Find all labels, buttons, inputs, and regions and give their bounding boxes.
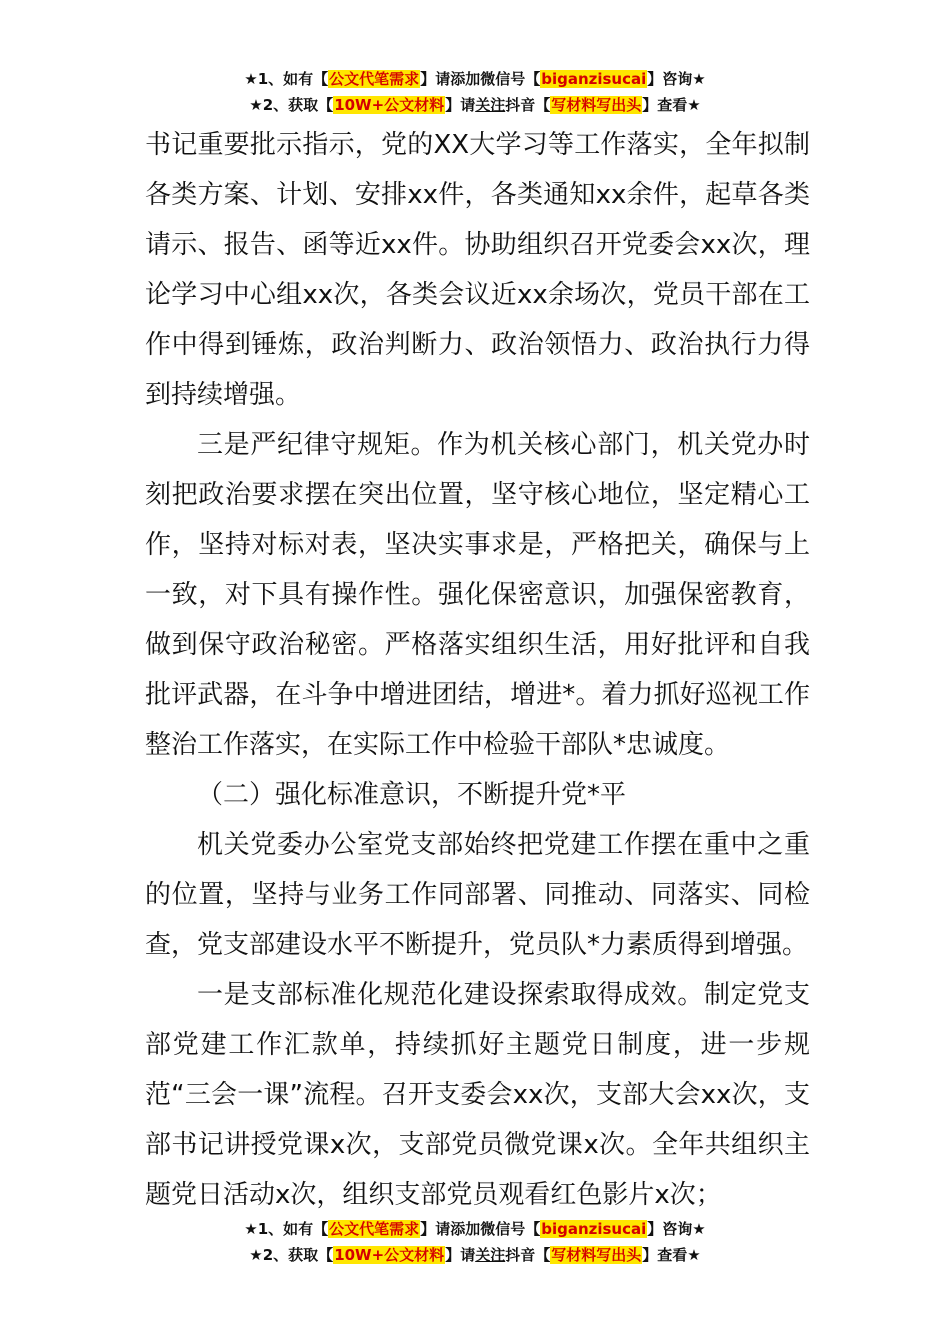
banner-text: ★1、如有【 (244, 70, 329, 88)
banner-text: 抖音【 (505, 1246, 551, 1264)
banner-underline: 关注 (475, 1246, 506, 1264)
banner-text: ★2、获取【 (249, 1246, 334, 1264)
paragraph-4: 一是支部标准化规范化建设探索取得成效。制定党支部党建工作汇款单，持续抓好主题党日制度，进一步规范“三会一课”流程。召开支委会xx次，支部大会xx次，支部书记讲授党课x次，支部党员微党课x次。全年共组织主题党日活动x次，组织支部党员观看红色影片x次； (145, 980, 810, 1210)
banner-highlight: 写材料写出头 (551, 1246, 642, 1264)
banner-highlight: 写材料写出头 (551, 96, 642, 114)
banner-line-2 (0, 1242, 950, 1268)
banner-highlight: biganzisucai (541, 1220, 647, 1238)
document-body (145, 120, 810, 1220)
banner-highlight: 10W+公文材料 (334, 1246, 445, 1264)
header-banner (0, 66, 950, 118)
banner-text: 】请添加微信号【 (420, 70, 541, 88)
banner-text: 】咨询★ (647, 1220, 706, 1238)
banner-underline: 关注 (475, 96, 506, 114)
banner-text: 】查看★ (642, 1246, 701, 1264)
banner-text: 】咨询★ (647, 70, 706, 88)
banner-text: ★1、如有【 (244, 1220, 329, 1238)
banner-text: 】请 (445, 96, 476, 114)
banner-line-1 (0, 66, 950, 92)
paragraph-3: 机关党委办公室党支部始终把党建工作摆在重中之重的位置，坚持与业务工作同部署、同推动、同落实、同检查，党支部建设水平不断提升，党员队*力素质得到增强。 (145, 830, 810, 960)
footer-banner (0, 1216, 950, 1268)
banner-highlight: 10W+公文材料 (334, 96, 445, 114)
banner-highlight: 公文代笔需求 (329, 1220, 420, 1238)
banner-line-1 (0, 1216, 950, 1242)
banner-highlight: biganzisucai (541, 70, 647, 88)
banner-line-2 (0, 92, 950, 118)
banner-text: ★2、获取【 (249, 96, 334, 114)
banner-text: 】查看★ (642, 96, 701, 114)
banner-highlight: 公文代笔需求 (329, 70, 420, 88)
paragraph-1: 书记重要批示指示，党的XX大学习等工作落实，全年拟制各类方案、计划、安排xx件，各类通知xx余件，起草各类请示、报告、函等近xx件。协助组织召开党委会xx次，理论学习中心组xx次，各类会议近xx余场次，党员干部在工作中得到锤炼，政治判断力、政治领悟力、政治执行力得到持续增强。 (145, 130, 810, 410)
banner-text: 抖音【 (505, 96, 551, 114)
section-heading: （二）强化标准意识，不断提升党*平 (197, 780, 627, 810)
banner-text: 】请添加微信号【 (420, 1220, 541, 1238)
banner-text: 】请 (445, 1246, 476, 1264)
paragraph-2: 三是严纪律守规矩。作为机关核心部门，机关党办时刻把政治要求摆在突出位置，坚守核心地位，坚定精心工作，坚持对标对表，坚决实事求是，严格把关，确保与上一致，对下具有操作性。强化保密意识，加强保密教育，做到保守政治秘密。严格落实组织生活，用好批评和自我批评武器，在斗争中增进团结，增进*。着力抓好巡视工作整治工作落实，在实际工作中检验干部队*忠诚度。 (145, 430, 810, 760)
